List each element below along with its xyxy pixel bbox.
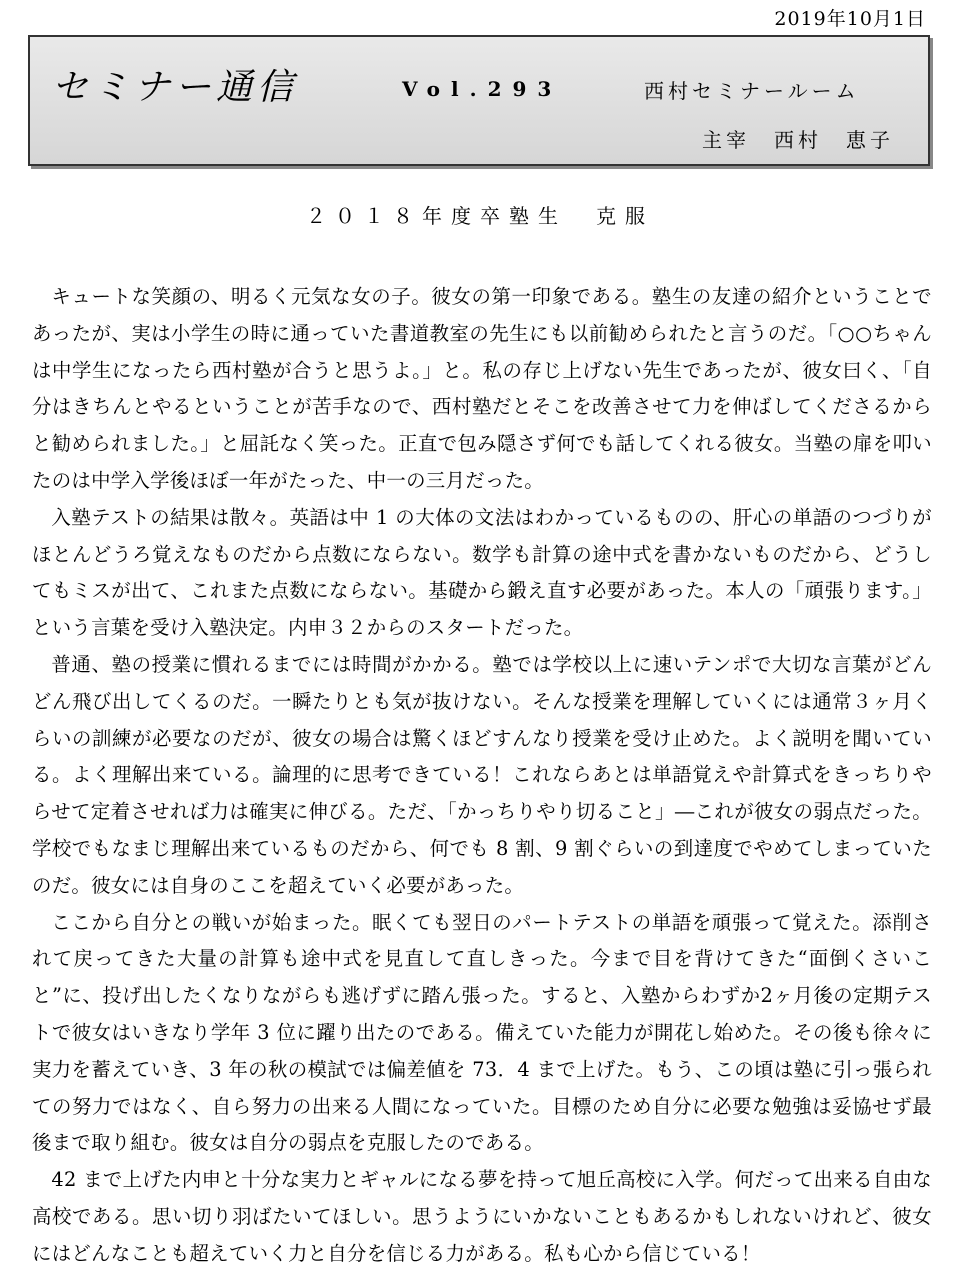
paragraph: キュートな笑顔の、明るく元気な女の子。彼女の第一印象である。塾生の友達の紹介ということであったが、実は小学生の時に通っていた書道教室の先生にも以前勧められたと言うのだ。「○○ちゃんは中学生になったら西村塾が合うと思うよ。」と。私の存じ上げない先生であったが、彼女曰く、「自分はきちんとやるということが苦手なので、西村塾だとそこを改善させて力を伸ばしてくださるからと勧められました。」と屈託なく笑った。正直で包み隠さず何でも話してくれる彼女。当塾の扉を叩いたのは中学入学後ほぼ一年がたった、中一の三月だった。 [32,285,933,492]
organization-name: 西村セミナールーム [644,79,860,103]
newsletter-title: セミナー通信 [52,67,299,108]
newsletter-header [28,35,930,166]
article-title: ２０１８年度卒塾生 克服 [306,204,654,228]
paragraph: 入塾テストの結果は散々。英語は中 1 の大体の文法はわかっているものの、肝心の単語のつづりがほとんどうろ覚えなものだから点数にならない。数学も計算の途中式を書かないものだから、どうしてもミスが出て、これまた点数にならない。基礎から鍛え直す必要があった。本人の「頑張ります。」という言葉を受け入塾決定。内申３２からのスタートだった。 [32,505,932,640]
paragraph: 42 まで上げた内申と十分な実力とギャルになる夢を持って旭丘高校に入学。何だって出来る自由な高校である。思い切り羽ばたいてほしい。思うようにいかないこともあるかもしれないけれど、彼女にはどんなことも超えていく力と自分を信じる力がある。私も心から信じている！ [32,1168,932,1265]
author-name: 主宰 西村 恵子 [702,128,894,152]
paragraph: 普通、塾の授業に慣れるまでには時間がかかる。塾では学校以上に速いテンポで大切な言葉がどんどん飛び出してくるのだ。一瞬たりとも気が抜けない。そんな授業を理解していくには通常３ヶ月くらいの訓練が必要なのだが、彼女の場合は驚くほどすんなり授業を受け止めた。よく説明を聞いている。よく理解出来ている。論理的に思考できている！これならあとは単語覚えや計算式をきっちりやらせて定着させれば力は確実に伸びる。ただ、「かっちりやり切ること」―これが彼女の弱点だった。学校でもなまじ理解出来ているものだから、何でも 8 割、9 割ぐらいの到達度でやめてしまっていたのだ。彼女には自身のここを超えていく必要があった。 [32,652,932,897]
paragraph: ここから自分との戦いが始まった。眠くても翌日のパートテストの単語を頑張って覚えた。添削されて戻ってきた大量の計算も途中式を見直して直しきった。今まで目を背けてきた“面倒くさいこと”に、投げ出したくなりながらも逃げずに踏ん張った。すると、入塾からわずか2ヶ月後の定期テストで彼女はいきなり学年 3 位に躍り出たのである。備えていた能力が開花し始めた。その後も徐々に実力を蓄えていき、3 年の秋の模試では偏差値を 73．4 まで上げた。もう、この頃は塾に引っ張られての努力ではなく、自ら努力の出来る人間になっていた。目標のため自分に必要な勉強は妥協せず最後まで取り組む。彼女は自分の弱点を克服したのである。 [32,910,932,1155]
volume-number: Vol.293 [402,77,563,101]
article-body [32,279,932,1273]
issue-date: 2019年10月1日 [774,8,926,30]
